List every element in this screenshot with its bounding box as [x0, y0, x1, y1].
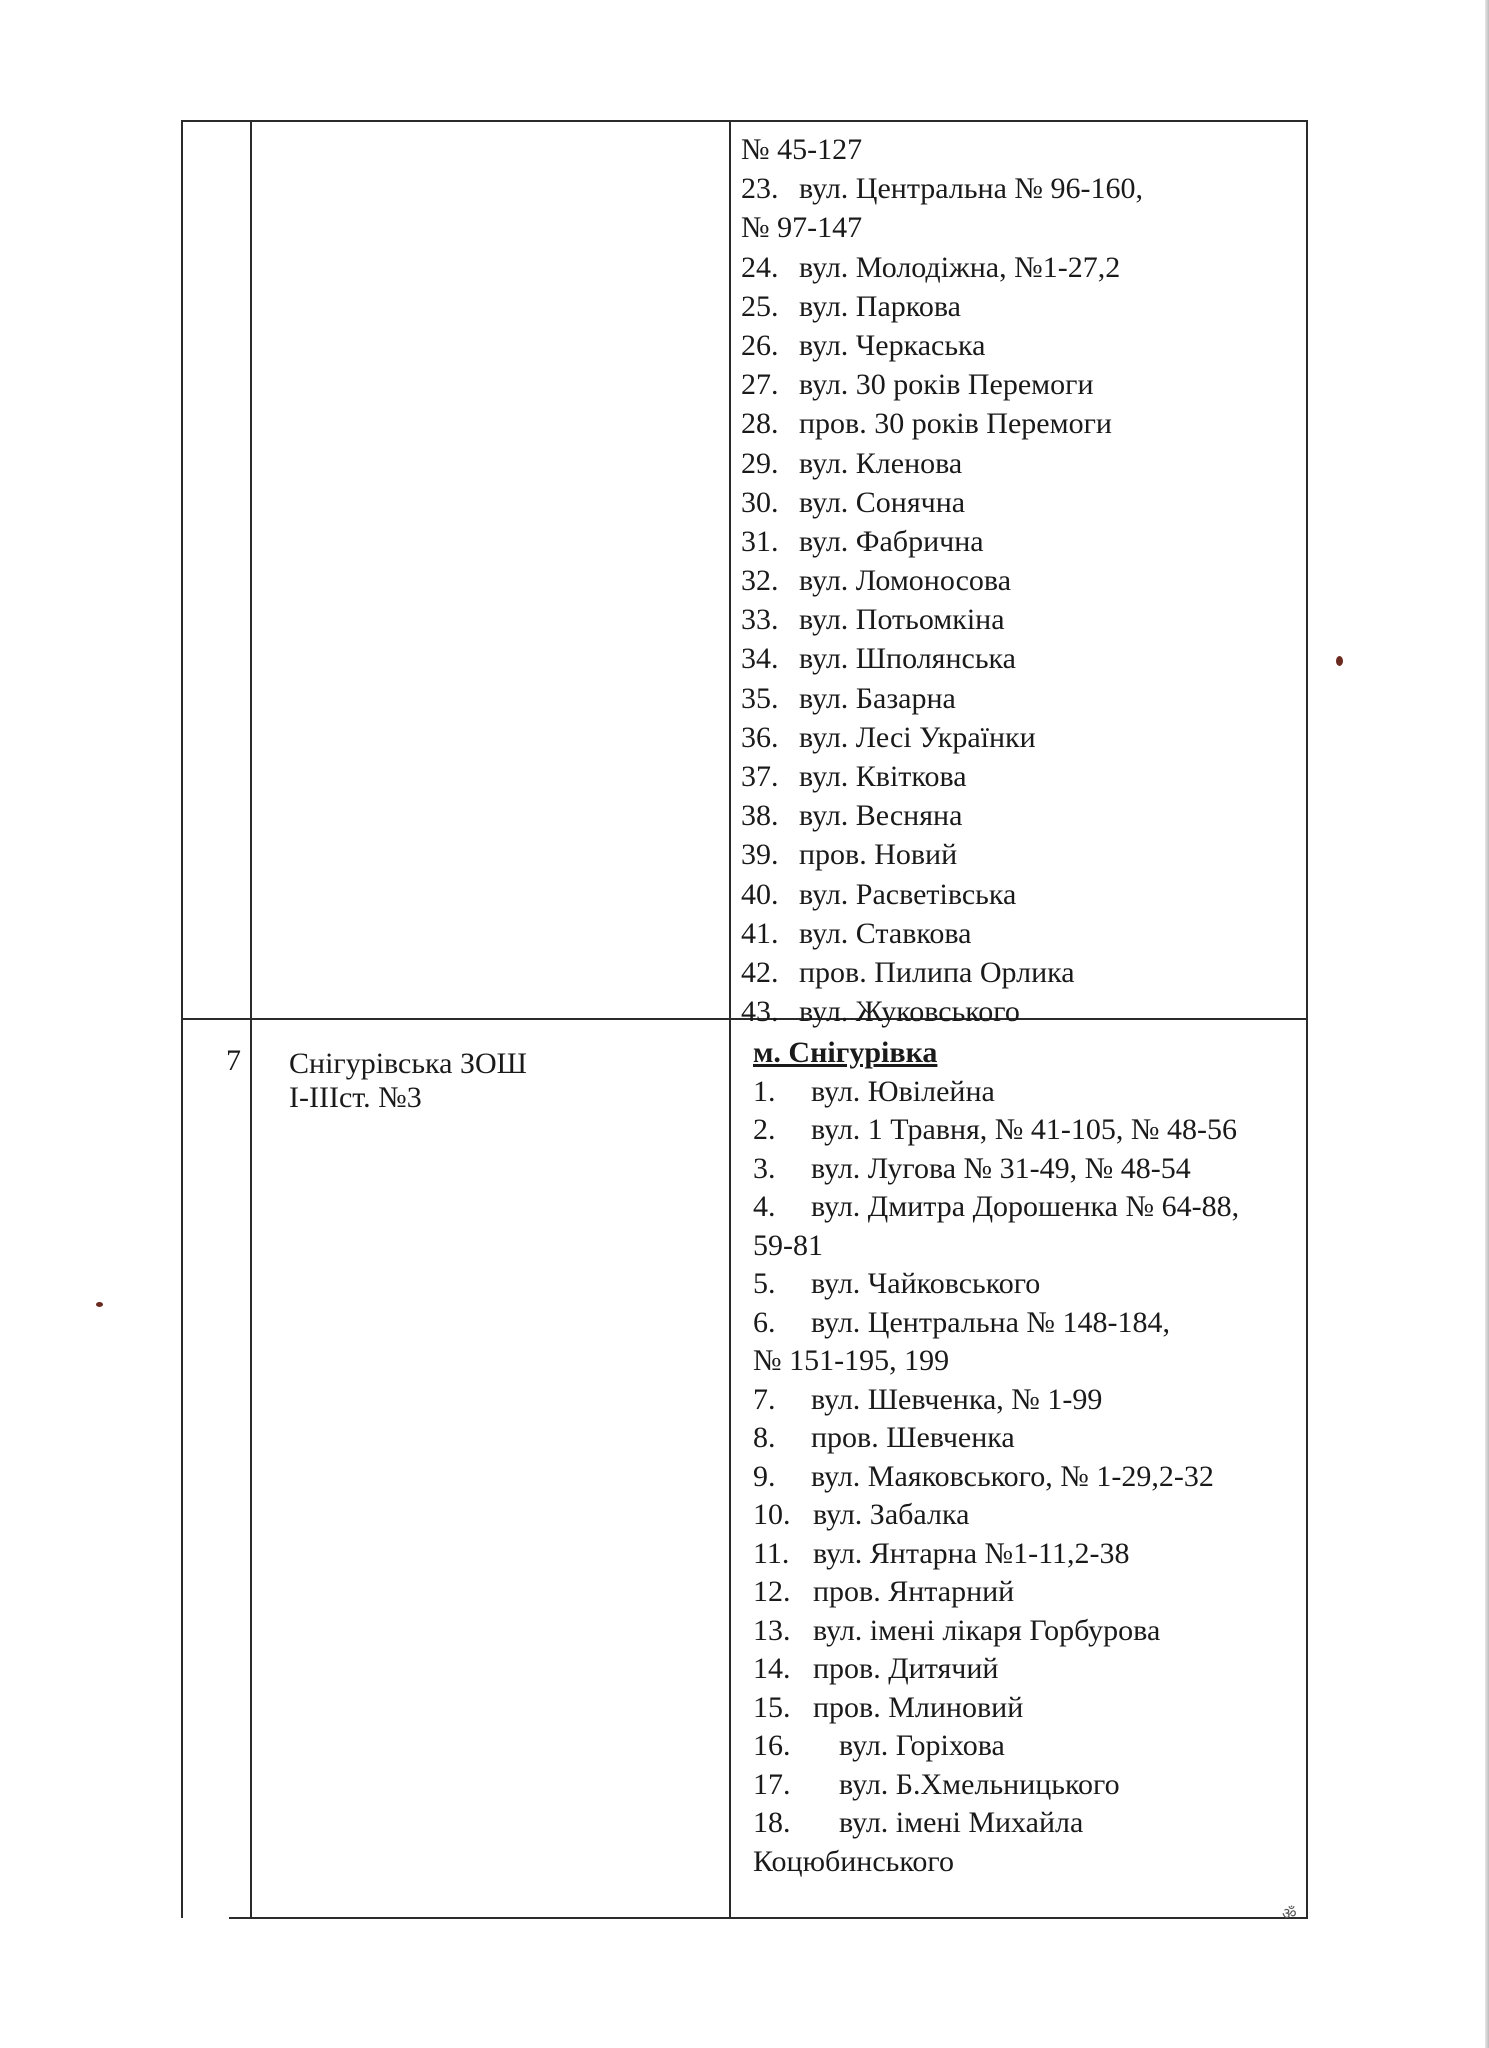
list-item	[753, 1496, 1239, 1535]
item-text: вул. Молодіжна, №1-27,2	[799, 250, 1121, 284]
item-text: вул. Ломоносова	[799, 564, 1012, 598]
list-item	[741, 248, 1143, 287]
school-name-line1: Снігурівська ЗОШ	[289, 1047, 527, 1080]
town-heading: м. Снігурівка	[753, 1036, 938, 1069]
item-text: вул. Центральна № 96-160,	[799, 172, 1144, 206]
item-number: 23.	[741, 172, 779, 206]
list-item	[741, 835, 1143, 874]
list-item	[741, 287, 1143, 326]
col-divider-2	[729, 120, 731, 1918]
list-item	[741, 992, 1143, 1031]
item-text: вул. Шевченка, № 1-99	[811, 1382, 1103, 1416]
item-number: 7.	[753, 1382, 776, 1416]
list-item	[753, 1727, 1239, 1766]
list-item	[741, 639, 1143, 678]
item-number: 38.	[741, 799, 779, 833]
table-left-border	[181, 120, 183, 1918]
item-text: вул. Лугова № 31-49, № 48-54	[811, 1151, 1191, 1185]
item-text: вул. Забалка	[813, 1498, 970, 1531]
list-item	[753, 1188, 1239, 1227]
list-item	[741, 169, 1143, 208]
item-number: 35.	[741, 681, 779, 715]
table-top-border	[181, 120, 1308, 122]
item-number: 5.	[753, 1267, 776, 1300]
item-text: пров. Шевченка	[811, 1421, 1015, 1454]
page-mark: ॐ	[1282, 1906, 1297, 1923]
item-text: 59-81	[753, 1228, 823, 1262]
item-text: пров. Пилипа Орлика	[799, 955, 1075, 989]
item-text: вул. Центральна № 148-184,	[811, 1305, 1171, 1339]
item-number: 4.	[753, 1190, 776, 1223]
item-number: 37.	[741, 760, 779, 793]
list-item	[753, 1150, 1239, 1189]
item-text: вул. імені лікаря Горбурова	[813, 1613, 1161, 1647]
item-text: вул. Жуковського	[799, 995, 1020, 1029]
street-list-row7	[753, 1034, 1239, 1881]
list-item	[741, 757, 1143, 796]
table-bottom-border	[229, 1917, 1308, 1919]
scan-speck	[96, 1302, 103, 1307]
item-text: вул. Маяковського, № 1-29,2-32	[811, 1459, 1214, 1493]
item-text: вул. Весняна	[799, 799, 963, 833]
item-number: 10.	[753, 1498, 791, 1531]
item-text: вул. Паркова	[799, 289, 961, 323]
school-name-line2: І-ІІІст. №3	[289, 1081, 422, 1114]
item-text: вул. Потьомкіна	[799, 603, 1005, 637]
item-text: вул. Б.Хмельницького	[839, 1767, 1120, 1801]
list-item	[753, 1304, 1239, 1343]
list-item	[741, 522, 1143, 561]
item-text: вул. Черкаська	[799, 328, 986, 362]
item-text: вул. Шполянська	[799, 642, 1016, 676]
item-text: вул. Лесі Українки	[799, 720, 1036, 754]
list-item	[741, 365, 1143, 404]
col-divider-1	[250, 120, 252, 1918]
item-text: пров. Дитячий	[813, 1652, 999, 1685]
item-text: вул. Расветівська	[799, 877, 1017, 911]
list-item	[753, 1419, 1239, 1458]
list-item	[741, 444, 1143, 483]
item-number: 41.	[741, 916, 779, 950]
item-text: № 45-127	[741, 133, 863, 166]
item-number: 24.	[741, 250, 779, 284]
item-text: Коцюбинського	[753, 1844, 954, 1878]
list-item	[753, 1535, 1239, 1574]
item-text: пров. Янтарний	[813, 1575, 1015, 1608]
item-number: 9.	[753, 1459, 776, 1493]
row-number: 7	[226, 1044, 241, 1077]
item-number: 15.	[753, 1690, 791, 1724]
item-number: 25.	[741, 289, 779, 323]
street-list-continued	[741, 130, 1143, 1031]
item-number: 17.	[753, 1767, 791, 1801]
item-number: 30.	[741, 485, 779, 519]
item-number: 3.	[753, 1151, 776, 1185]
list-item	[753, 1073, 1239, 1112]
item-number: 28.	[741, 407, 779, 441]
item-number: 12.	[753, 1575, 791, 1608]
item-number: 13.	[753, 1613, 791, 1647]
list-item	[753, 1381, 1239, 1420]
list-item	[741, 679, 1143, 718]
item-text: вул. Янтарна №1-11,2-38	[813, 1536, 1130, 1570]
item-number: 2.	[753, 1113, 776, 1146]
item-number: 14.	[753, 1652, 791, 1685]
item-text: вул. Ставкова	[799, 916, 972, 950]
list-item	[741, 796, 1143, 835]
item-number: 31.	[741, 524, 779, 558]
item-text: № 97-147	[741, 211, 863, 245]
item-number: 42.	[741, 955, 779, 989]
item-number: 29.	[741, 446, 779, 480]
list-item	[741, 875, 1143, 914]
list-item	[753, 1804, 1239, 1843]
item-number: 36.	[741, 720, 779, 754]
item-number: 34.	[741, 642, 779, 676]
item-text: № 151-195, 199	[753, 1344, 950, 1377]
list-item	[753, 1689, 1239, 1728]
item-text: вул. Сонячна	[799, 485, 966, 519]
list-item	[741, 718, 1143, 757]
item-text: пров. Новий	[799, 838, 958, 872]
item-text: вул. Фабрична	[799, 524, 984, 558]
item-text: вул. Кленова	[799, 446, 963, 480]
item-text: вул. Базарна	[799, 681, 956, 715]
item-text: вул. 1 Травня, № 41-105, № 48-56	[811, 1113, 1238, 1146]
list-item	[753, 1843, 1239, 1882]
item-text: вул. Дмитра Дорошенка № 64-88,	[811, 1190, 1240, 1223]
item-number: 26.	[741, 328, 779, 362]
table-right-border	[1306, 120, 1308, 1918]
scan-edge	[1485, 0, 1489, 2048]
list-item	[741, 483, 1143, 522]
list-item	[753, 1612, 1239, 1651]
item-number: 16.	[753, 1729, 791, 1762]
list-item	[753, 1766, 1239, 1805]
item-text: вул. Горіхова	[839, 1729, 1005, 1762]
item-number: 27.	[741, 368, 779, 402]
item-number: 40.	[741, 877, 779, 911]
item-text: вул. Ювілейна	[811, 1074, 995, 1108]
item-text: пров. 30 років Перемоги	[799, 407, 1112, 441]
list-item	[753, 1111, 1239, 1150]
list-item	[753, 1265, 1239, 1304]
list-item	[753, 1573, 1239, 1612]
list-item	[741, 600, 1143, 639]
item-number: 8.	[753, 1421, 776, 1454]
item-number: 11.	[753, 1536, 790, 1570]
list-item	[753, 1458, 1239, 1497]
item-text: пров. Млиновий	[813, 1690, 1024, 1724]
list-item	[753, 1650, 1239, 1689]
list-item	[753, 1342, 1239, 1381]
scan-speck	[1336, 656, 1343, 666]
list-item	[741, 953, 1143, 992]
list-item	[741, 326, 1143, 365]
item-number: 1.	[753, 1074, 776, 1108]
list-item	[741, 130, 1143, 169]
item-text: вул. 30 років Перемоги	[799, 368, 1094, 402]
school-name	[289, 1044, 527, 1118]
item-number: 33.	[741, 603, 779, 637]
item-text: вул. імені Михайла	[839, 1806, 1084, 1839]
list-item	[741, 404, 1143, 443]
list-item	[741, 914, 1143, 953]
item-number: 39.	[741, 838, 779, 872]
list-item	[753, 1227, 1239, 1266]
item-number: 18.	[753, 1806, 791, 1839]
item-text: вул. Чайковського	[811, 1267, 1041, 1300]
item-number: 32.	[741, 564, 779, 598]
list-item	[741, 208, 1143, 247]
item-number: 43.	[741, 995, 779, 1029]
item-text: вул. Квіткова	[799, 760, 967, 793]
item-number: 6.	[753, 1305, 776, 1339]
list-item	[741, 561, 1143, 600]
